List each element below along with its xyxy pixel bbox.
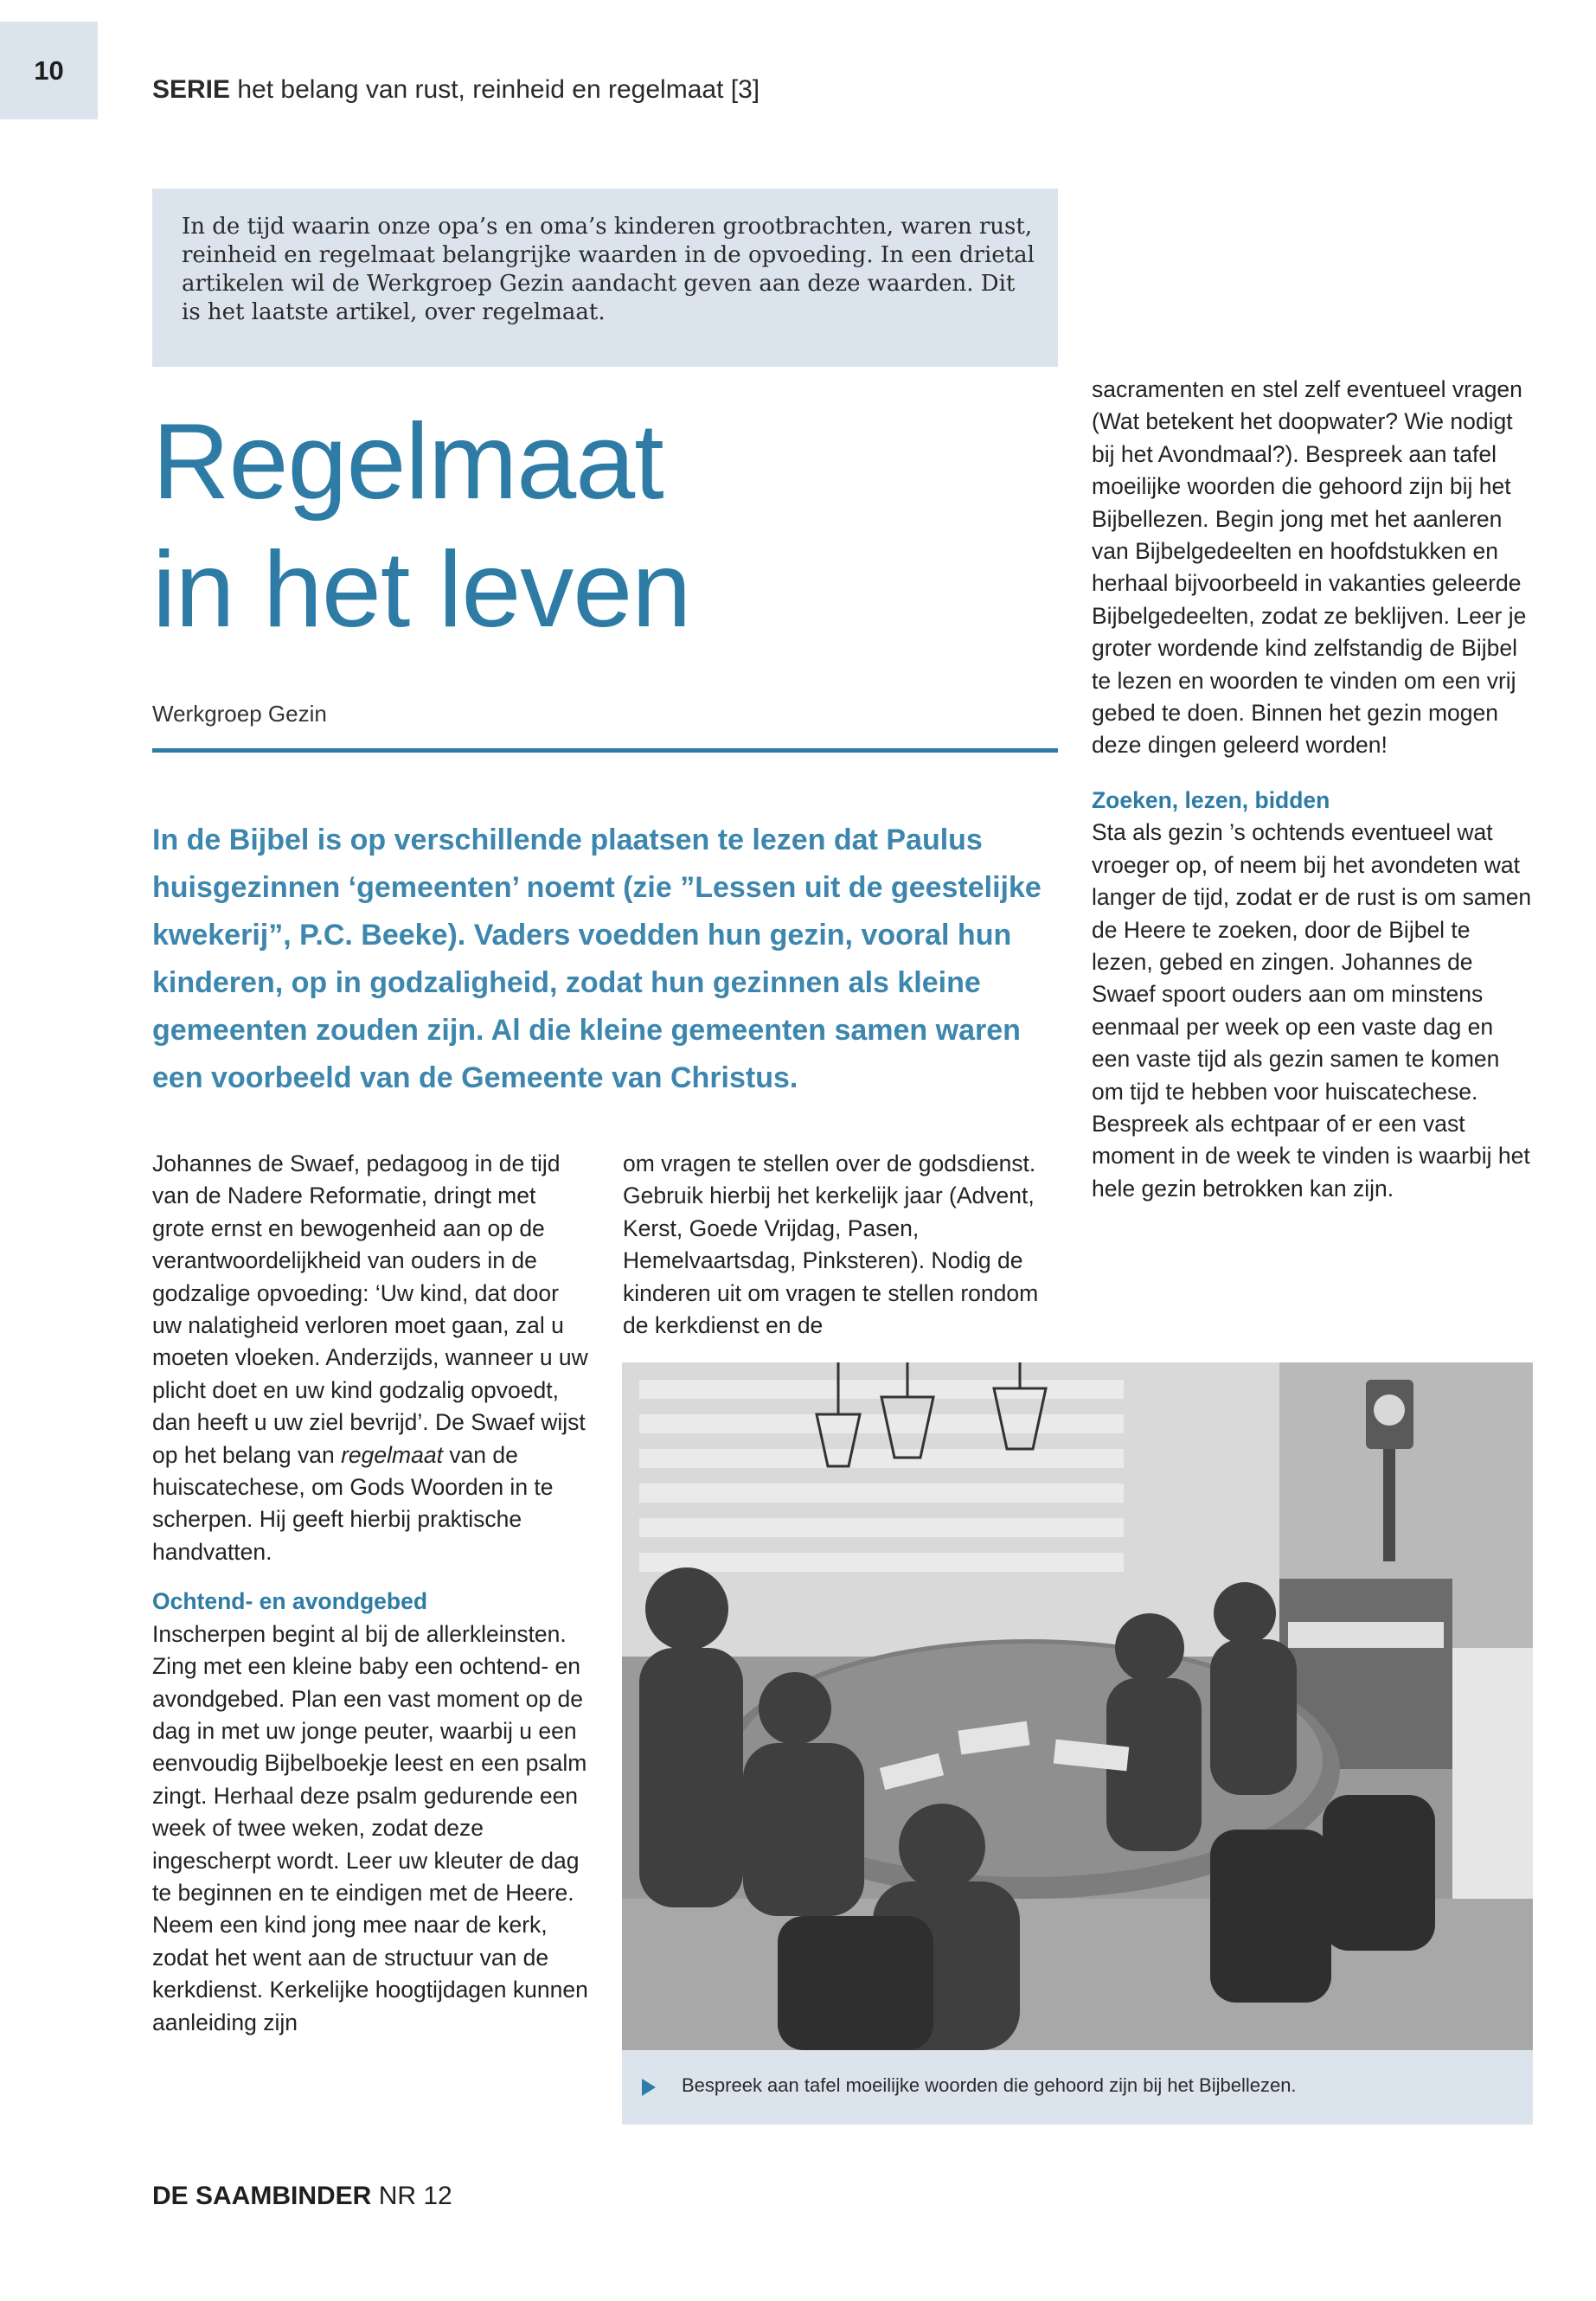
column-2 <box>623 1148 1047 1342</box>
title-line-2: in het leven <box>152 530 691 650</box>
body-paragraph-3b: om vragen te stellen over de godsdienst. Gebruik hierbij het kerkelijk jaar (Advent, Kerst, Goede Vrijdag, Pasen, Hemelvaartsdag, Pinksteren). Nodig de kinderen uit om vragen te stellen rondom de kerkdienst en de <box>623 1150 1039 1339</box>
footer <box>152 2182 452 2211</box>
subheading-zoeken: Zoeken, lezen, bidden <box>1092 786 1330 813</box>
body-paragraph-1 <box>152 1148 589 1568</box>
body-paragraph-2: Inscherpen begint al bij de allerkleinsten. Zing met een kleine baby een ochtend- en avondgebed. Plan een vast moment op de dag in met uw jonge peuter, waarbij u een eenvoudig Bijbelboekje leest en een psalm zingt. Herhaal deze psalm gedurende een week of twee weken, zodat deze ingescherpt wordt. Leer uw kleuter de dag te beginnen en te eindigen met de Heere. <box>152 1620 587 1906</box>
subheading-ochtend: Ochtend- en avondgebed <box>152 1588 428 1615</box>
p1-text-a: Johannes de Swaef, pedagoog in de tijd van de Nadere Reformatie, dringt met grote ernst en bewogenheid aan op de verantwoordelijkheid van ouders in de godzalige opvoeding: ‘Uw kind, dat door uw nalatigheid verloren moet gaan, zal u moeten vloeken. Anderzijds, wanneer u uw plicht doet en uw kind godzalig opvoedt, dan heeft u uw ziel bevrijd’. De Swaef wijst op het belang van <box>152 1150 588 1468</box>
author: Werkgroep Gezin <box>152 701 327 727</box>
family-photo <box>622 1362 1533 2050</box>
title-rule <box>152 748 1058 753</box>
magazine-name: DE SAAMBINDER <box>152 2182 372 2210</box>
body-paragraph-3c: sacramenten en stel zelf eventueel vragen (Wat betekent het doopwater? Wie nodigt bij het Avondmaal?). Bespreek aan tafel moeilijke woorden die gehoord zijn bij het Bijbellezen. Begin jong met het aanleren van Bijbelgedeelten en hoofdstukken en herhaal bijvoorbeeld in vakanties geleerde Bijbelgedeelten, zodat ze beklijven. Leer je groter wordende kind zelfstandig de Bijbel te lezen en woorden te vinden om een vrij gebed te doen. Binnen het gezin mogen deze dingen geleerd worden! <box>1092 376 1527 759</box>
column-1 <box>152 1148 589 2039</box>
issue-number: NR 12 <box>378 2182 452 2210</box>
body-paragraph-3a: Neem een kind jong mee naar de kerk, zodat het went aan de structuur van de kerkdienst. Kerkelijke hoogtijdagen kunnen aanleiding zijn <box>152 1912 588 2035</box>
spacer <box>1092 762 1533 785</box>
caption-arrow-icon <box>642 2079 656 2096</box>
lead-paragraph: In de Bijbel is op verschillende plaatsen te lezen dat Paulus huisgezinnen ‘gemeenten’ noemt (zie ”Lessen uit de geestelijke kwekerij”, P.C. Beeke). Vaders voedden hun gezin, vooral hun kinderen, op in godzaligheid, zodat hun gezinnen als kleine gemeenten zouden zijn. Al die kleine gemeenten samen waren een voorbeeld van de Gemeente van Christus. <box>152 824 1042 1094</box>
series-title: het belang van rust, reinheid en regelmaat [3] <box>237 75 760 104</box>
p1-emphasis: regelmaat <box>341 1441 443 1468</box>
family-photo-illustration <box>622 1362 1533 2050</box>
page-number: 10 <box>34 54 64 86</box>
spacer <box>152 1568 589 1586</box>
running-header <box>152 75 760 105</box>
column-3 <box>1092 374 1533 1205</box>
photo-caption: Bespreek aan tafel moeilijke woorden die gehoord zijn bij het Bijbellezen. <box>682 2074 1297 2096</box>
title-line-1: Regelmaat <box>152 402 663 522</box>
intro-text: In de tijd waarin onze opa’s en oma’s kinderen grootbrachten, waren rust, reinheid en regelmaat belangrijke waarden in de opvoeding. In een drietal artikelen wil de Werkgroep Gezin aandacht geven aan deze waarden. Dit is het laatste artikel, over regelmaat. <box>182 214 1035 325</box>
article-title <box>152 398 1017 654</box>
series-label: SERIE <box>152 75 231 104</box>
p1-text-b: van de huiscatechese, om Gods Woorden in te scherpen. Hij geeft hierbij praktische handvatten. <box>152 1441 554 1565</box>
body-paragraph-4: Sta als gezin ’s ochtends eventueel wat vroeger op, of neem bij het avondeten wat langer de tijd, zodat er de rust is om samen de Heere te zoeken, door de Bijbel te lezen, gebed en zingen. Johannes de Swaef spoort ouders aan om minstens eenmaal per week op een vaste dag en een vaste tijd als gezin samen te komen om tijd te hebben voor huiscatechese. Bespreek als echtpaar of er een vast moment in de week te vinden is waarbij het hele gezin betrokken kan zijn. <box>1092 819 1532 1202</box>
